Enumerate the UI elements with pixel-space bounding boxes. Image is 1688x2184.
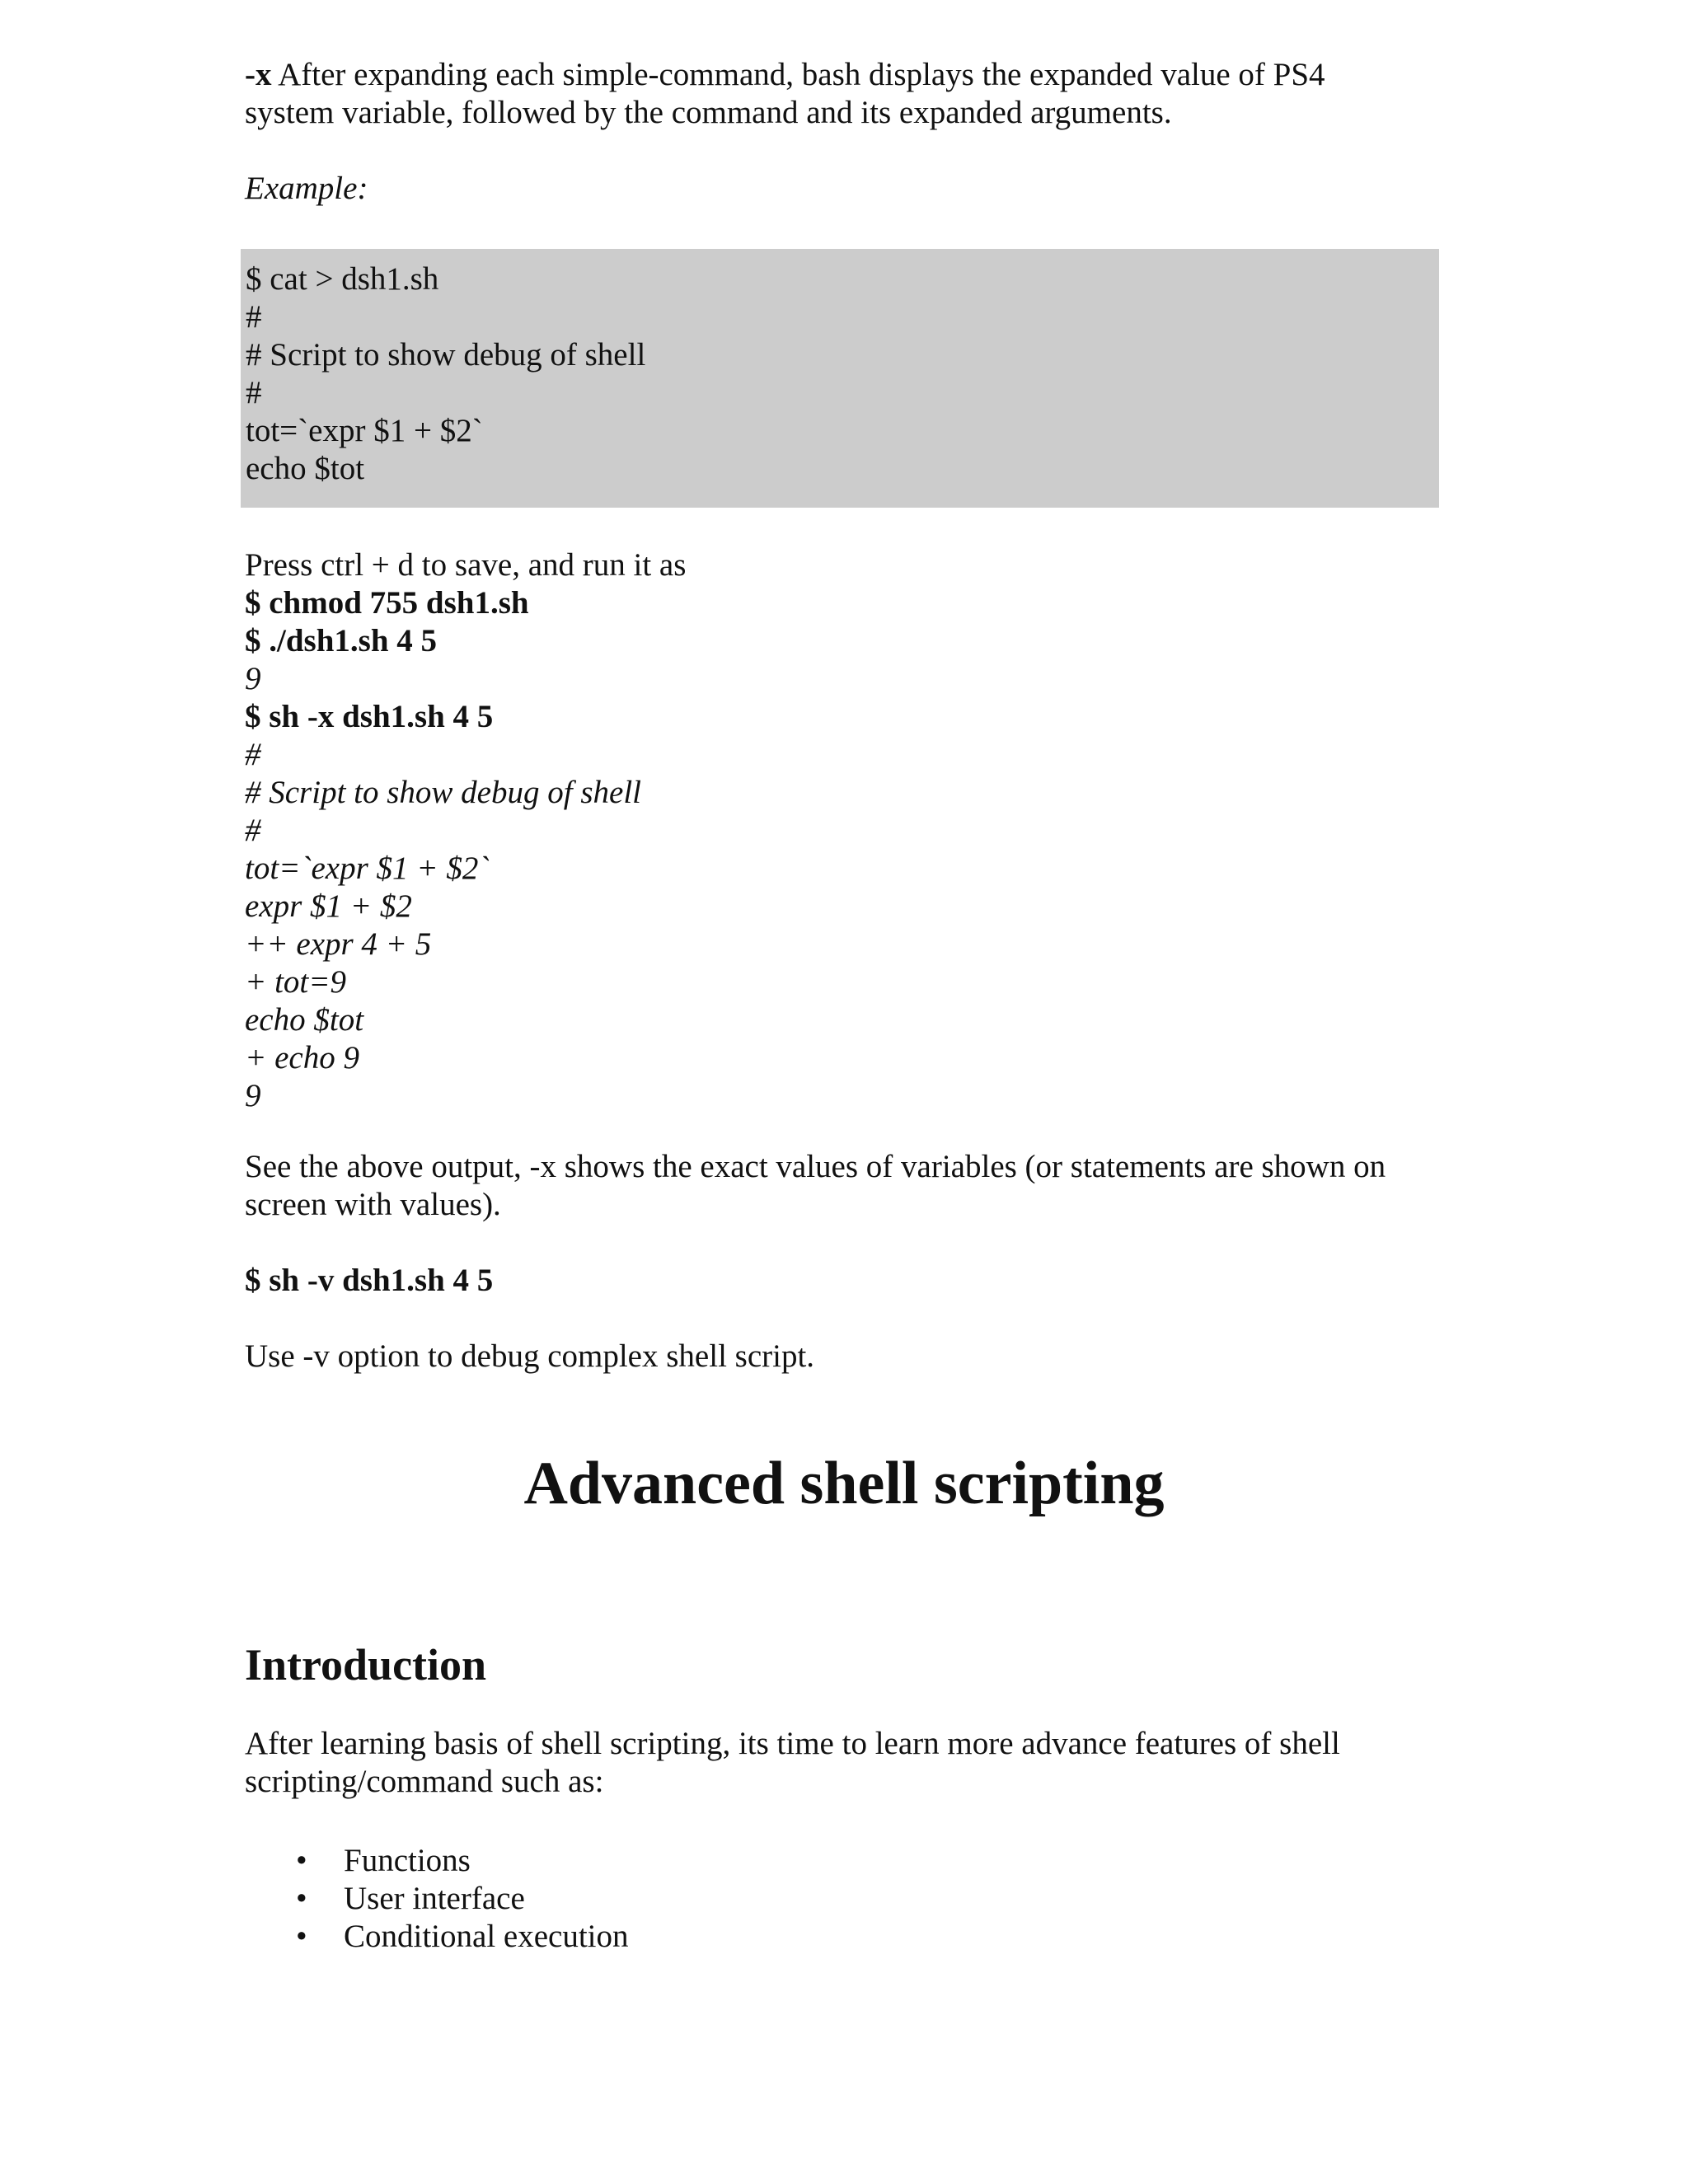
debug-output-line: + echo 9 [245,1040,359,1076]
debug-output-line: echo $tot [245,1002,364,1038]
intro-line2: scripting/command such as: [245,1764,604,1799]
code-line: # Script to show debug of shell [246,337,646,373]
run-instructions [245,546,1432,1115]
script-code-box [241,249,1439,508]
code-line: echo $tot [246,451,365,486]
debug-output-line: # [245,813,261,848]
debug-output-line: expr $1 + $2 [245,888,412,924]
feature-list [245,1842,629,1956]
intro-line1: After learning basis of shell scripting, its time to learn more advance features of shell [245,1726,1340,1761]
list-item-label: Functions [344,1843,471,1878]
main-heading: Advanced shell scripting [523,1450,1165,1517]
list-item [245,1880,629,1918]
bullet-icon: • [296,1843,307,1878]
example-label: Example: [245,171,368,206]
run-command: $ ./dsh1.sh 4 5 [245,623,438,658]
x-description-line2: system variable, followed by the command and its expanded arguments. [245,95,1172,130]
bullet-icon: • [296,1881,307,1916]
list-item-label: Conditional execution [344,1919,629,1954]
section-heading: Introduction [245,1640,487,1690]
x-description-line1: After expanding each simple-command, bash displays the expanded value of PS4 [271,57,1325,92]
list-item-label: User interface [344,1881,525,1916]
debug-output-line: ++ expr 4 + 5 [245,926,432,962]
code-line: # [246,375,262,410]
x-option-description [245,56,1432,132]
code-line: # [246,299,262,335]
explanation-line1: See the above output, -x shows the exact values of variables (or statements are shown on [245,1149,1386,1184]
debug-output-line: 9 [245,1078,261,1113]
explanation-paragraph [245,1148,1432,1224]
code-line: tot=`expr $1 + $2` [246,413,483,448]
chmod-command: $ chmod 755 dsh1.sh [245,585,529,621]
debug-output-line: + tot=9 [245,964,347,1000]
verbose-note: Use -v option to debug complex shell script. [245,1338,815,1374]
debug-output-line: tot=`expr $1 + $2` [245,851,490,886]
run-output: 9 [245,661,261,696]
press-ctrl-d-text: Press ctrl + d to save, and run it as [245,547,687,583]
intro-paragraph [245,1725,1432,1801]
list-item [245,1918,629,1956]
explanation-line2: screen with values). [245,1187,501,1222]
bullet-icon: • [296,1919,307,1954]
code-line: $ cat > dsh1.sh [246,261,439,297]
x-flag: -x [245,57,272,92]
verbose-command: $ sh -v dsh1.sh 4 5 [245,1263,494,1298]
list-item [245,1842,629,1880]
debug-command: $ sh -x dsh1.sh 4 5 [245,699,494,734]
debug-output-line: # [245,737,261,772]
debug-output-line: # Script to show debug of shell [245,775,641,810]
